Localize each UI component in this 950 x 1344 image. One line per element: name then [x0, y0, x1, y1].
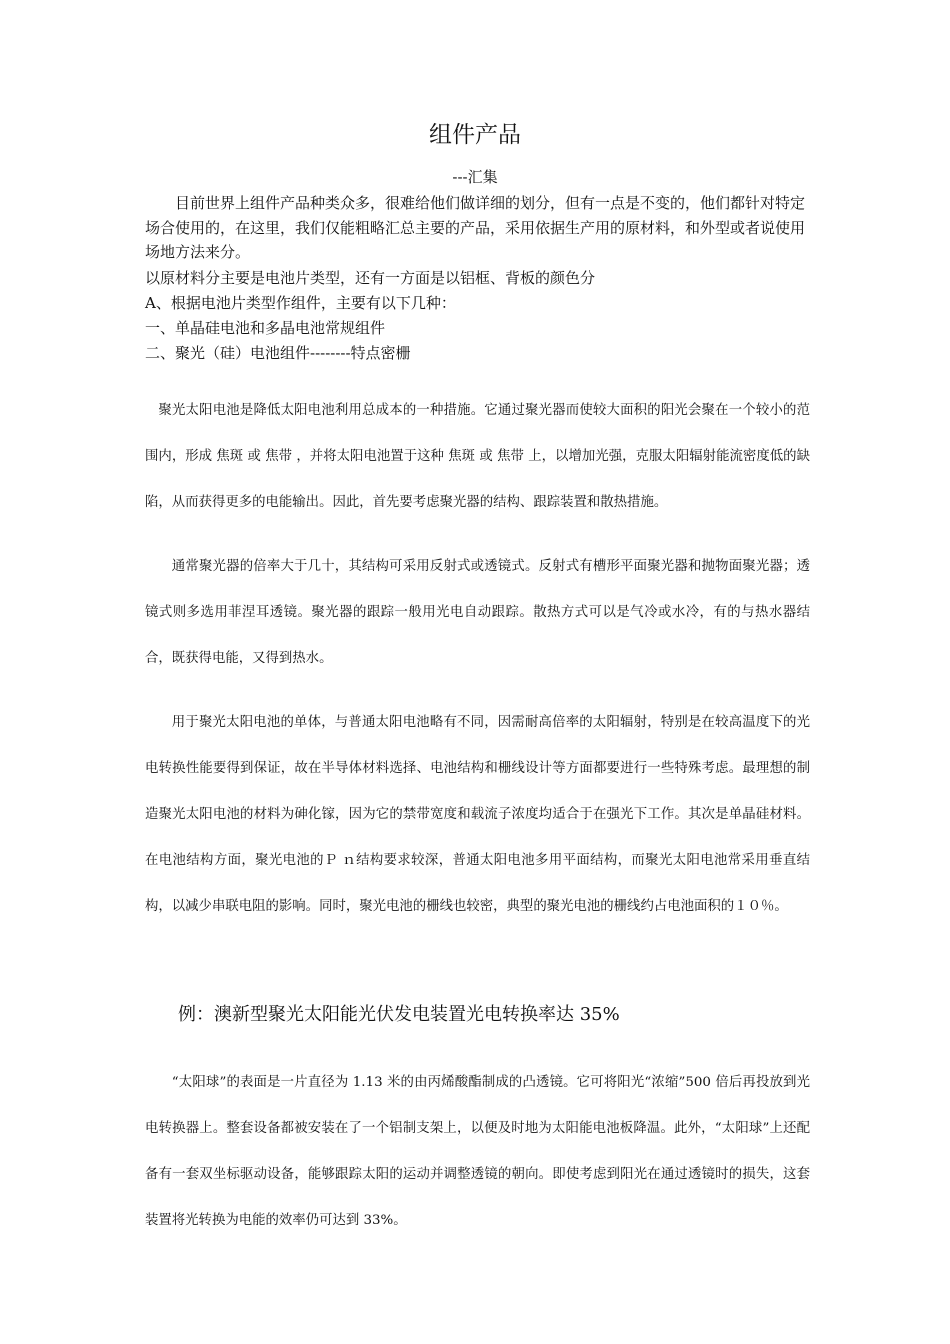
paragraph-concentrator-types: 通常聚光器的倍率大于几十，其结构可采用反射式或透镜式。反射式有槽形平面聚光器和抛物面聚光器；透镜式则多选用菲涅耳透镜。聚光器的跟踪一般用光电自动跟踪。散热方式可以是气冷或水冷，有的与热水器结合，既获得电能，又得到热水。 — [145, 559, 810, 666]
document-title: 组件产品 — [429, 122, 521, 148]
intro-paragraph: 目前世界上组件产品种类众多，很难给他们做详细的划分，但有一点是不变的，他们都针对特定场合使用的，在这里，我们仅能粗略汇总主要的产品，采用依据生产用的原材料，和外型或者说使用场地方法来分。 — [145, 194, 806, 261]
cell-type-heading: A、根据电池片类型作组件，主要有以下几种： — [145, 294, 456, 312]
list-item-1: 一、单晶硅电池和多晶电池常规组件 — [145, 319, 386, 337]
paragraph-sun-sphere: “太阳球”的表面是一片直径为 1.13 米的由丙烯酸酯制成的凸透镜。它可将阳光“浓缩”500 倍后再投放到光电转换器上。整套设备都被安装在了一个铝制支架上，以便及时地为太阳能电池板降温。此外，“太阳球”上还配备有一套双坐标驱动设备，能够跟踪太阳的运动并调整透镜的朝向。即使考虑到阳光在通过透镜时的损失，这套装置将光转换为电能的效率仍可达到 33%。 — [145, 1075, 810, 1228]
example-heading: 例：澳新型聚光太阳能光伏发电装置光电转换率达 35% — [178, 1004, 620, 1025]
paragraph-concentrator-cells: 用于聚光太阳电池的单体，与普通太阳电池略有不同，因需耐高倍率的太阳辐射，特别是在较高温度下的光电转换性能要得到保证，故在半导体材料选择、电池结构和栅线设计等方面都要进行一些特殊考虑。最理想的制造聚光太阳电池的材料为砷化镓，因为它的禁带宽度和载流子浓度均适合于在强光下工作。其次是单晶硅材料。在电池结构方面，聚光电池的Ｐ ｎ结构要求较深，普通太阳电池多用平面结构，而聚光太阳电池常采用垂直结构，以减少串联电阻的影响。同时，聚光电池的栅线也较密，典型的聚光电池的栅线约占电池面积的１０％。 — [145, 715, 810, 914]
document-subtitle: ---汇集 — [452, 168, 498, 186]
list-item-2: 二、聚光（硅）电池组件--------特点密栅 — [145, 344, 411, 362]
material-classification-line: 以原材料分主要是电池片类型，还有一方面是以铝框、背板的颜色分 — [145, 269, 596, 287]
paragraph-concentrator-intro: 聚光太阳电池是降低太阳电池利用总成本的一种措施。它通过聚光器而使较大面积的阳光会聚在一个较小的范围内，形成 焦斑 或 焦带 ，并将太阳电池置于这种 焦斑 或 焦带 上，以增加光强，克服太阳辐射能流密度低的缺陷，从而获得更多的电能输出。因此，首先要考虑聚光器的结构、跟踪装置和散热措施。 — [145, 403, 810, 510]
